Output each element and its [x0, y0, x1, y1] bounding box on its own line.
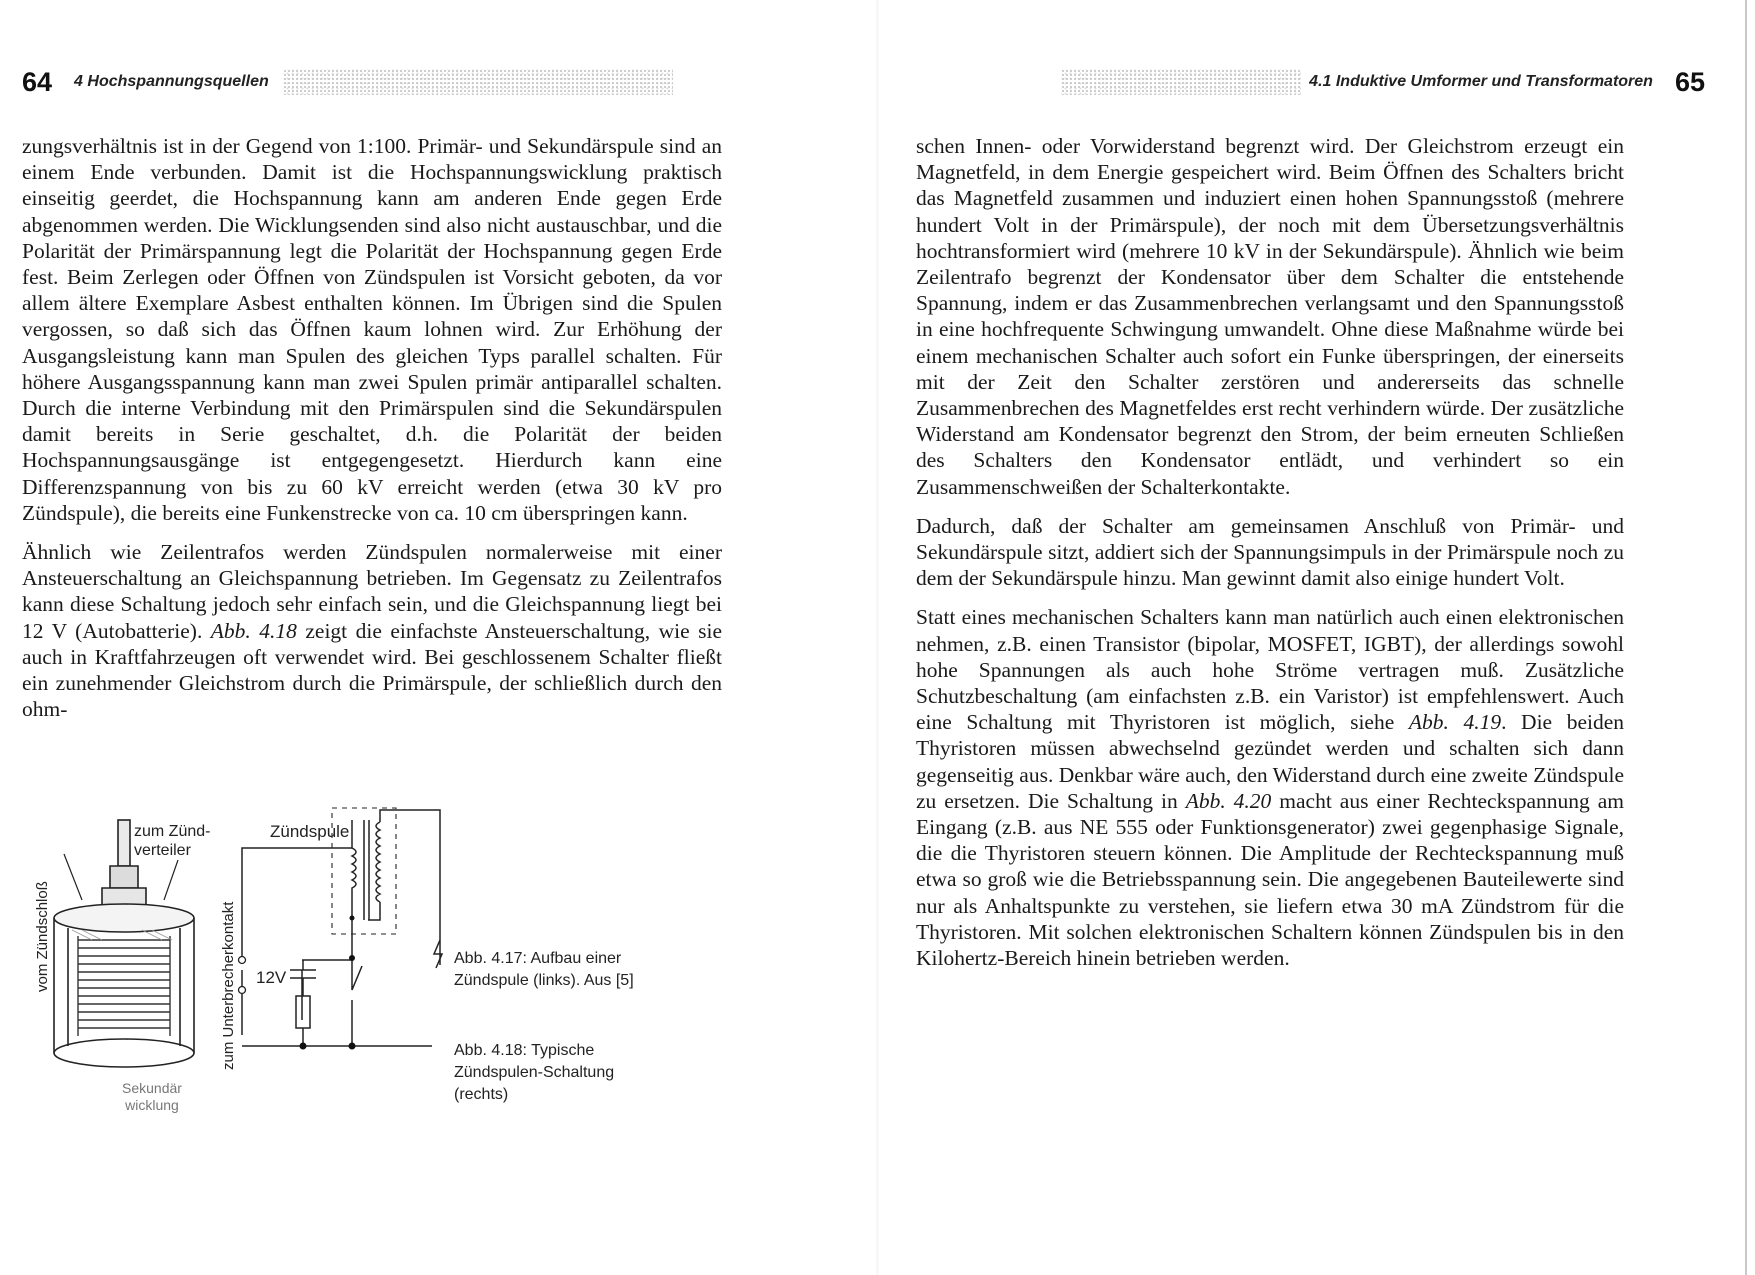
right-page-header: [1005, 62, 1705, 102]
paragraph: schen Innen- oder Vorwiderstand begrenzt wird. Der Gleichstrom erzeugt ein Magnetfeld, in dem Energie gespeichert wird. Beim Öffnen des Schalters bricht das Magnetfeld zusammen und induziert einen hohen Spannungsstoß (mehrere hundert Volt in der Primärspule), der noch mit dem Übersetzungsverhältnis hochtransformiert wird (mehrere 10 kV in der Sekundärspule). Ähnlich wie beim Zeilentrafo begrenzt der Kondensator über dem Schalter die entstehende Spannung, indem er das Zusammenbrechen verlangsamt und den Spannungsstoß in eine hochfrequente Schwingung umwandelt. Ohne diese Maßnahme würde bei einem mechanischen Schalter auch sofort ein Funke überspringen, der einerseits mit der Zeit den Schalter zerstören und andererseits das schnelle Zusammenbrechen des Magnetfeldes erst recht verhindern würde. Der zusätzliche Widerstand am Kondensator begrenzt den Strom, der beim erneuten Schließen des Schalters den Kondensator entlädt, und verhindert so ein Zusammenschweißen der Schalterkontakte.: [916, 134, 1624, 499]
running-head: 4 Hochspannungsquellen: [74, 73, 269, 90]
figure-reference[interactable]: Abb. 4.19: [1408, 710, 1502, 735]
page-number: 65: [1674, 66, 1705, 97]
figure-reference[interactable]: Abb. 4.20: [1185, 788, 1272, 813]
right-page: [878, 0, 1755, 1275]
paragraph-text: Statt eines mechanischen Schalters kann man natürlich auch einen elektronischen nehmen, z.B. einen Transistor (bipolar, MOSFET, IGBT), der allerdings sowohl hohe Spannungen als auch hohe Ströme vertragen muß. Zusätzliche Schutzbeschaltung (am einfachsten z.B. ein Varistor) ist empfehlenswert. Auch eine Schaltung mit Thyristoren ist möglich, siehe: [916, 605, 1624, 735]
left-page-header: [22, 62, 722, 102]
fig-label-sekundaerwicklung: [122, 1080, 182, 1114]
paragraph: zungsverhältnis ist in der Gegend von 1:100. Primär- und Sekundärspule sind an einem Ende verbunden. Damit ist die Hochspannungswicklung praktisch einseitig geerdet, die Hochspannung kann am anderen Ende gegen Erde abgenommen werden. Die Wicklungsenden sind also nicht austauschbar, und die Polarität der Primärspannung legt die Polarität der Hochspannung gegen Erde fest. Beim Zerlegen oder Öffnen von Zündspulen ist Vorsicht geboten, da vor allem ältere Exemplare Asbest enthalten können. Im Übrigen sind die Spulen vergossen, so daß sich das Öffnen kaum lohnen wird. Zur Erhöhung der Ausgangsleistung kann man Spulen des gleichen Typs parallel schalten. Für höhere Ausgangsspannung kann man zwei Spulen primär antiparallel schalten. Durch die interne Verbindung mit den Primärspulen sind die Sekundärspulen damit bereits in Serie geschaltet, d.h. die Polarität der beiden Hochspannungsausgänge ist entgegengesetzt. Hierdurch kann eine Differenzspannung von bis zu 60 kV erreicht werden (etwa 30 kV pro Zündspule), die bereits eine Funkenstrecke von ca. 10 cm überspringen kann.: [22, 134, 722, 525]
fig-label-unterbrecherkontakt: zum Unterbrecherkontakt: [220, 901, 237, 1070]
fig-label-top-lead: [134, 822, 210, 860]
right-body-text: [916, 133, 1624, 984]
running-head: 4.1 Induktive Umformer und Transformatoren: [1309, 73, 1653, 90]
page-edge-line: [1745, 0, 1747, 1275]
paragraph-text: macht aus einer Rechteckspannung am Eingang (z.B. aus NE 555 oder Funktionsgenerator) zwei gegenphasige Signale, die die Thyristoren steuern können. Die Amplitude der Rechteckspannung muß etwa so groß wie die Betriebsspannung sein. Die angegebenen Bauteilewerte sind nur als Anhaltspunkte zu verstehen, sie liefern etwa 30 mA Zündstrom für die Thyristoren. Mit solchen elektronischen Schaltern können Zündspulen bis in den Kilohertz-Bereich hinein betrieben werden.: [916, 788, 1624, 971]
caption-abb-4-18: Abb. 4.18: Typische Zündspulen-Schaltung (rechts): [454, 1042, 615, 1103]
figure-group: [22, 800, 862, 1113]
label-line: verteiler: [134, 842, 191, 859]
label-line: Sekundär: [122, 1080, 182, 1096]
page-number: 64: [22, 66, 53, 97]
label-line: zum Zünd-: [134, 823, 211, 840]
label-line: wicklung: [125, 1097, 179, 1113]
fig-label-vom-zuendschloss: vom Zündschloß: [34, 881, 51, 992]
fig-label-zuendspule: Zündspule: [270, 822, 350, 841]
header-screen-pattern: [1061, 69, 1301, 95]
header-screen-pattern: [283, 69, 673, 95]
figure-reference[interactable]: Abb. 4.18: [210, 618, 297, 643]
left-body-text: [22, 133, 722, 735]
paragraph-text: Ähnlich wie Zeilentrafos werden Zündspulen normalerweise mit einer Ansteuerschaltung an Gleichspannung betrieben. Im Gegensatz zu Zeilentrafos kann diese Schaltung jedoch sehr einfach sein, und die Gleichspannung liegt bei 12 V (Autobatterie).: [22, 540, 722, 643]
caption-abb-4-17: Abb. 4.17: Aufbau einer Zündspule (links). Aus [5]: [454, 950, 634, 989]
ignition-circuit-diagram: [232, 800, 462, 1090]
paragraph: Dadurch, daß der Schalter am gemeinsamen Anschluß von Primär- und Sekundärspule sitzt, addiert sich der Spannungsimpuls in der Primärspule noch zu dem der Sekundärspule hinzu. Man gewinnt damit also einige hundert Volt.: [916, 513, 1624, 591]
paragraph: [916, 604, 1624, 971]
paragraph: [22, 539, 722, 722]
paragraph-text: . Die beiden Thyristoren müssen abwechselnd gezündet werden und schalten sich dann gegenseitig aus. Denkbar wäre auch, den Widerstand durch eine zweite Zündspule zu ersetzen. Die Schaltung in: [916, 710, 1625, 813]
paragraph-text: zeigt die einfachste Ansteuerschaltung, wie sie auch in Kraftfahrzeugen oft verwendet wird. Bei geschlossenem Schalter fließt ein zunehmender Gleichstrom durch die Primärspule, der schließlich durch den ohm-: [22, 618, 722, 722]
fig-label-12v: 12V: [256, 968, 287, 987]
